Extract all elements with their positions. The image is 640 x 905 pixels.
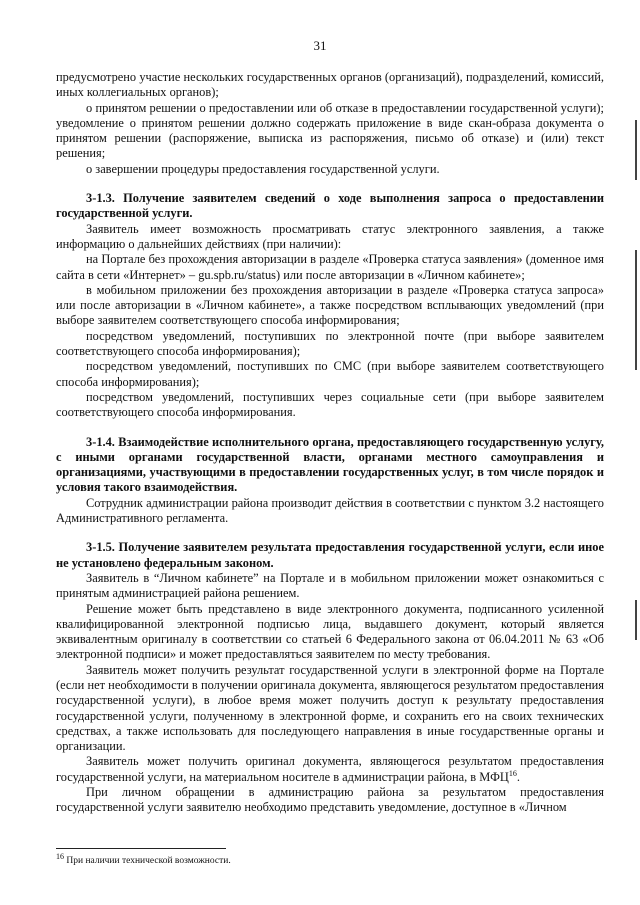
- paragraph: Заявитель в “Личном кабинете” на Портале и в мобильном приложении может ознакомиться с принятым администрацией района решением.: [56, 570, 604, 601]
- paragraph: в мобильном приложении без прохождения авторизации в разделе «Проверка статуса запроса» или после авторизации в «Личном кабинете», а также посредством всплывающих уведомлений (при выборе заявителем соответствующего способа информирования;: [56, 282, 604, 328]
- page-number: 31: [313, 38, 327, 53]
- paragraph: посредством уведомлений, поступивших по электронной почте (при выборе заявителем соответствующего способа информирования);: [56, 328, 604, 359]
- paragraph: Решение может быть представлено в виде электронного документа, подписанного усиленной квалифицированной электронной подписью лица, выдавшего документ, который является эквивалентным оригиналу в соответствии со статьей 6 Федерального закона от 06.04.2011 № 63 «Об электронной подписи» и может предоставляться заявителем по месту требования.: [56, 601, 604, 662]
- paragraph: посредством уведомлений, поступивших через социальные сети (при выборе заявителем соответствующего способа информирования.: [56, 389, 604, 420]
- footnote: [56, 851, 231, 866]
- paragraph: о принятом решении о предоставлении или об отказе в предоставлении государственной услуги); уведомление о принятом решении должно содержать приложение в виде скан-образа документа о принятом решении (распоряжение, выписка из распоряжения, письмо об отказе) и (или) текст решения;: [56, 100, 604, 161]
- footnote-mark: 16: [56, 851, 64, 861]
- section-heading: 3-1.3. Получение заявителем сведений о ходе выполнения запроса о предоставлении государственной услуги.: [56, 191, 604, 221]
- section-heading: 3-1.5. Получение заявителем результата предоставления государственной услуги, если иное не установлено федеральным законом.: [56, 540, 604, 570]
- footnote-separator: [56, 848, 226, 849]
- paragraph-text: Заявитель может получить оригинал документа, являющегося результатом предоставления государственной услуги, на материальном носителе в администрации района, в МФЦ: [56, 754, 604, 784]
- paragraph: При личном обращении в администрацию района за результатом предоставления государственной услуги заявителю необходимо представить уведомление, доступное в «Личном: [56, 785, 604, 815]
- scan-edge-mark: [635, 600, 637, 640]
- section-heading: 3-1.4. Взаимодействие исполнительного органа, предоставляющего государственную услугу, с иными органами государственной власти, органами местного самоуправления и организациями, участвующими в предоставлении государственных услуг, в том числе порядок и условия такого взаимодействия.: [56, 434, 604, 495]
- paragraph: посредством уведомлений, поступивших по СМС (при выборе заявителем соответствующего способа информирования);: [56, 359, 604, 389]
- paragraph: Сотрудник администрации района производит действия в соответствии с пунктом 3.2 настоящего Административного регламента.: [56, 495, 604, 526]
- paragraph: на Портале без прохождения авторизации в разделе «Проверка статуса заявления» (доменное имя сайта в сети «Интернет» – gu.spb.ru/status) или после авторизации в «Личном кабинете»;: [56, 252, 604, 282]
- paragraph-end: .: [516, 769, 520, 784]
- paragraph: Заявитель имеет возможность просматривать статус электронного заявления, а также информацию о дальнейших действиях (при наличии):: [56, 221, 604, 251]
- scan-edge-mark: [635, 120, 637, 180]
- body-text: [56, 70, 604, 816]
- footnote-text: При наличии технической возможности.: [66, 856, 231, 866]
- paragraph: Заявитель может получить результат государственной услуги в электронной форме на Портале (если нет необходимости в получении оригинала документа, являющегося результатом предоставления государственной услуги), в любое время может получить доступ к результату предоставления государственной услуги, полученному в электронной форме, и сохранить его на своих технических средствах, а также использовать для последующего направления в иные государственные органы и организации.: [56, 662, 604, 754]
- footnote-reference: 16: [508, 768, 517, 778]
- paragraph: о завершении процедуры предоставления государственной услуги.: [86, 161, 440, 176]
- paragraph: [56, 754, 604, 785]
- scan-edge-mark: [635, 250, 637, 370]
- paragraph: предусмотрено участие нескольких государственных органов (организаций), подразделений, комиссий, иных коллегиальных органов);: [56, 70, 604, 100]
